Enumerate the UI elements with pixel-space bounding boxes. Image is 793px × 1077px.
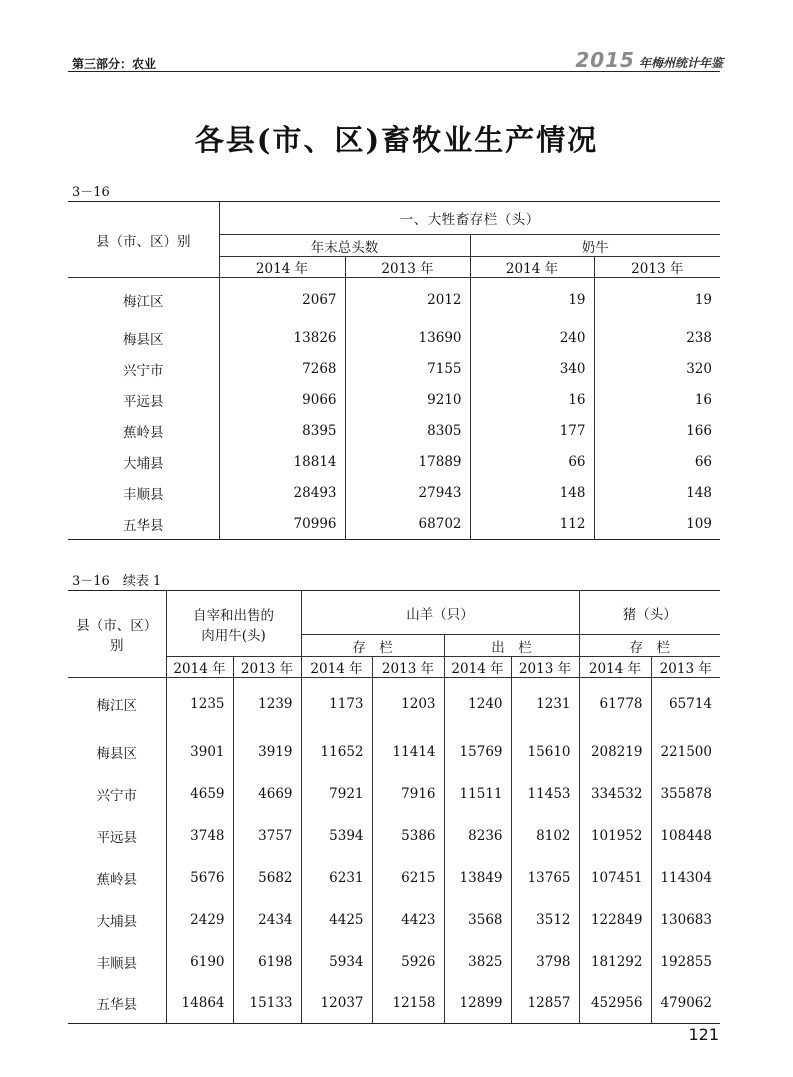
row-value-cell: 12857: [511, 983, 579, 1024]
table2-beef-line2: 肉用牛(头): [201, 627, 266, 644]
row-value-cell: 181292: [579, 941, 651, 983]
row-value-cell: 452956: [579, 983, 651, 1024]
row-value-cell: 15133: [233, 983, 301, 1024]
row-value-cell: 148: [470, 478, 594, 509]
row-value-cell: 1173: [301, 678, 372, 731]
row-value-cell: 8305: [345, 416, 470, 447]
row-value-cell: 13826: [219, 323, 345, 354]
row-county-name: 平远县: [96, 829, 137, 846]
table1: [68, 201, 720, 540]
table-row: [68, 509, 720, 540]
row-value-cell: 107451: [579, 857, 651, 899]
row-value-cell: 208219: [579, 731, 651, 773]
row-county-name: 兴宁市: [96, 787, 137, 804]
row-value-cell: 12158: [372, 983, 444, 1024]
row-value-cell: 3901: [166, 731, 233, 773]
yearbook-name: 年梅州统计年鉴: [638, 56, 723, 70]
running-head-yearbook: [575, 48, 723, 72]
row-value-cell: 3825: [444, 941, 511, 983]
row-value-cell: 5676: [166, 857, 233, 899]
row-value-cell: 1231: [511, 678, 579, 731]
table1-subheader-dairy: 奶牛: [470, 235, 720, 257]
row-value-cell: 6231: [301, 857, 372, 899]
row-value-cell: 221500: [651, 731, 720, 773]
row-value-cell: 192855: [651, 941, 720, 983]
row-value-cell: 1239: [233, 678, 301, 731]
row-county-name: 丰顺县: [123, 487, 164, 503]
row-county-name: 梅县区: [96, 745, 137, 762]
row-value-cell: 6190: [166, 941, 233, 983]
row-value-cell: 15769: [444, 731, 511, 773]
row-county-name: 大埔县: [123, 456, 164, 472]
row-value-cell: 11453: [511, 773, 579, 815]
row-value-cell: 2429: [166, 899, 233, 941]
table2-year-col: 2014 年: [444, 657, 511, 678]
row-value-cell: 109: [594, 509, 720, 540]
table-row: [68, 983, 720, 1024]
row-value-cell: 3748: [166, 815, 233, 857]
table2-subheader-pig-stock: 存 栏: [579, 635, 720, 657]
row-value-cell: 166: [594, 416, 720, 447]
row-value-cell: 19: [470, 278, 594, 323]
table2-number: 3－16 续表 1: [72, 574, 162, 589]
row-value-cell: 1240: [444, 678, 511, 731]
row-value-cell: 2012: [345, 278, 470, 323]
row-value-cell: 7921: [301, 773, 372, 815]
row-value-cell: 18814: [219, 447, 345, 478]
table1-body: [68, 278, 720, 540]
row-value-cell: 130683: [651, 899, 720, 941]
row-value-cell: 9066: [219, 385, 345, 416]
row-county-name: 五华县: [68, 983, 166, 1024]
row-value-cell: 3798: [511, 941, 579, 983]
row-value-cell: 8102: [511, 815, 579, 857]
row-value-cell: 4423: [372, 899, 444, 941]
row-value-cell: 65714: [651, 678, 720, 731]
row-county-name: 蕉岭县: [123, 425, 164, 441]
row-county-name: 大埔县: [96, 913, 137, 930]
row-value-cell: 17889: [345, 447, 470, 478]
table2-beef-line1: 自宰和出售的: [193, 607, 274, 624]
row-value-cell: 101952: [579, 815, 651, 857]
table1-year-col: 2013 年: [594, 257, 720, 278]
row-value-cell: 66: [470, 447, 594, 478]
row-value-cell: 2434: [233, 899, 301, 941]
row-value-cell: 4425: [301, 899, 372, 941]
row-value-cell: 28493: [219, 478, 345, 509]
row-value-cell: 16: [470, 385, 594, 416]
row-county-name: 五华县: [68, 509, 219, 540]
table2-year-col: 2013 年: [372, 657, 444, 678]
row-value-cell: 13690: [345, 323, 470, 354]
row-county-name: 丰顺县: [96, 955, 137, 972]
row-value-cell: 479062: [651, 983, 720, 1024]
row-value-cell: 240: [470, 323, 594, 354]
row-value-cell: 3919: [233, 731, 301, 773]
row-value-cell: 5386: [372, 815, 444, 857]
row-value-cell: 11414: [372, 731, 444, 773]
row-county-name: 平远县: [123, 394, 164, 410]
row-value-cell: 320: [594, 354, 720, 385]
row-value-cell: 340: [470, 354, 594, 385]
table2-year-col: 2014 年: [166, 657, 233, 678]
row-value-cell: 4669: [233, 773, 301, 815]
row-value-cell: 148: [594, 478, 720, 509]
page-title: 各县(市、区)畜牧业生产情况: [194, 123, 599, 157]
row-value-cell: 9210: [345, 385, 470, 416]
row-value-cell: 5682: [233, 857, 301, 899]
table-row: [68, 278, 720, 323]
row-value-cell: 6215: [372, 857, 444, 899]
row-value-cell: 355878: [651, 773, 720, 815]
table-row: [68, 447, 720, 478]
row-value-cell: 14864: [166, 983, 233, 1024]
table-row: [68, 899, 720, 941]
table-row: [68, 478, 720, 509]
table2-corner-line2: 别: [110, 638, 124, 654]
row-value-cell: 5394: [301, 815, 372, 857]
table-row: [68, 323, 720, 354]
header-rule: [68, 71, 720, 72]
table1-year-col: 2014 年: [470, 257, 594, 278]
table1-year-col: 2014 年: [219, 257, 345, 278]
row-county-name: 蕉岭县: [96, 871, 137, 888]
table-row: [68, 416, 720, 447]
table2-beef-header: [166, 591, 301, 657]
row-value-cell: 12037: [301, 983, 372, 1024]
table1-group-header: 一、大牲畜存栏（头）: [219, 202, 720, 235]
table-row: [68, 857, 720, 899]
table2-subheader-goat-stock: 存 栏: [301, 635, 444, 657]
row-value-cell: 61778: [579, 678, 651, 731]
row-value-cell: 19: [594, 278, 720, 323]
row-value-cell: 8395: [219, 416, 345, 447]
table1-subheader-total: 年末总头数: [219, 235, 470, 257]
row-value-cell: 6198: [233, 941, 301, 983]
row-county-name: 梅县区: [123, 332, 164, 348]
row-value-cell: 114304: [651, 857, 720, 899]
row-value-cell: 11652: [301, 731, 372, 773]
row-value-cell: 3568: [444, 899, 511, 941]
table-row: [68, 773, 720, 815]
table2-subheader-goat-out: 出 栏: [444, 635, 579, 657]
yearbook-year: 2015: [575, 48, 635, 72]
table2-year-col: 2014 年: [301, 657, 372, 678]
table1-number: 3－16: [72, 185, 110, 200]
row-value-cell: 1235: [166, 678, 233, 731]
table-row: [68, 941, 720, 983]
row-value-cell: 112: [470, 509, 594, 540]
row-value-cell: 12899: [444, 983, 511, 1024]
table-row: [68, 385, 720, 416]
page-number: 121: [688, 1025, 719, 1044]
table2-corner-line1: 县（市、区）: [76, 618, 158, 634]
row-value-cell: 68702: [345, 509, 470, 540]
row-value-cell: 2067: [219, 278, 345, 323]
row-value-cell: 238: [594, 323, 720, 354]
table2-body: [68, 678, 720, 1024]
row-value-cell: 108448: [651, 815, 720, 857]
row-value-cell: 27943: [345, 478, 470, 509]
row-value-cell: 66: [594, 447, 720, 478]
row-value-cell: 15610: [511, 731, 579, 773]
row-value-cell: 1203: [372, 678, 444, 731]
row-value-cell: 11511: [444, 773, 511, 815]
row-value-cell: 5926: [372, 941, 444, 983]
table2-pig-header: 猪（头）: [579, 591, 720, 635]
row-value-cell: 177: [470, 416, 594, 447]
table2-year-col: 2013 年: [511, 657, 579, 678]
row-value-cell: 70996: [219, 509, 345, 540]
row-value-cell: 122849: [579, 899, 651, 941]
table-row: [68, 731, 720, 773]
row-value-cell: 7268: [219, 354, 345, 385]
row-county-name: 梅江区: [96, 698, 137, 715]
running-head-section: 第三部分：农业: [72, 57, 157, 71]
table2-year-col: 2013 年: [233, 657, 301, 678]
row-value-cell: 4659: [166, 773, 233, 815]
row-value-cell: 3757: [233, 815, 301, 857]
table-row: [68, 815, 720, 857]
table2-year-col: 2014 年: [579, 657, 651, 678]
row-value-cell: 13849: [444, 857, 511, 899]
row-value-cell: 16: [594, 385, 720, 416]
table-row: [68, 354, 720, 385]
table2-corner-header: [68, 591, 166, 678]
table1-corner-header: 县（市、区）别: [68, 202, 219, 278]
row-value-cell: 13765: [511, 857, 579, 899]
table2-goat-header: 山羊（只）: [301, 591, 579, 635]
row-value-cell: 7916: [372, 773, 444, 815]
table-row: [68, 678, 720, 731]
row-value-cell: 8236: [444, 815, 511, 857]
row-value-cell: 334532: [579, 773, 651, 815]
row-county-name: 兴宁市: [123, 363, 164, 379]
table1-year-col: 2013 年: [345, 257, 470, 278]
table2: [68, 590, 720, 1024]
row-county-name: 梅江区: [123, 294, 164, 311]
table2-year-col: 2013 年: [651, 657, 720, 678]
row-value-cell: 3512: [511, 899, 579, 941]
row-value-cell: 5934: [301, 941, 372, 983]
row-value-cell: 7155: [345, 354, 470, 385]
